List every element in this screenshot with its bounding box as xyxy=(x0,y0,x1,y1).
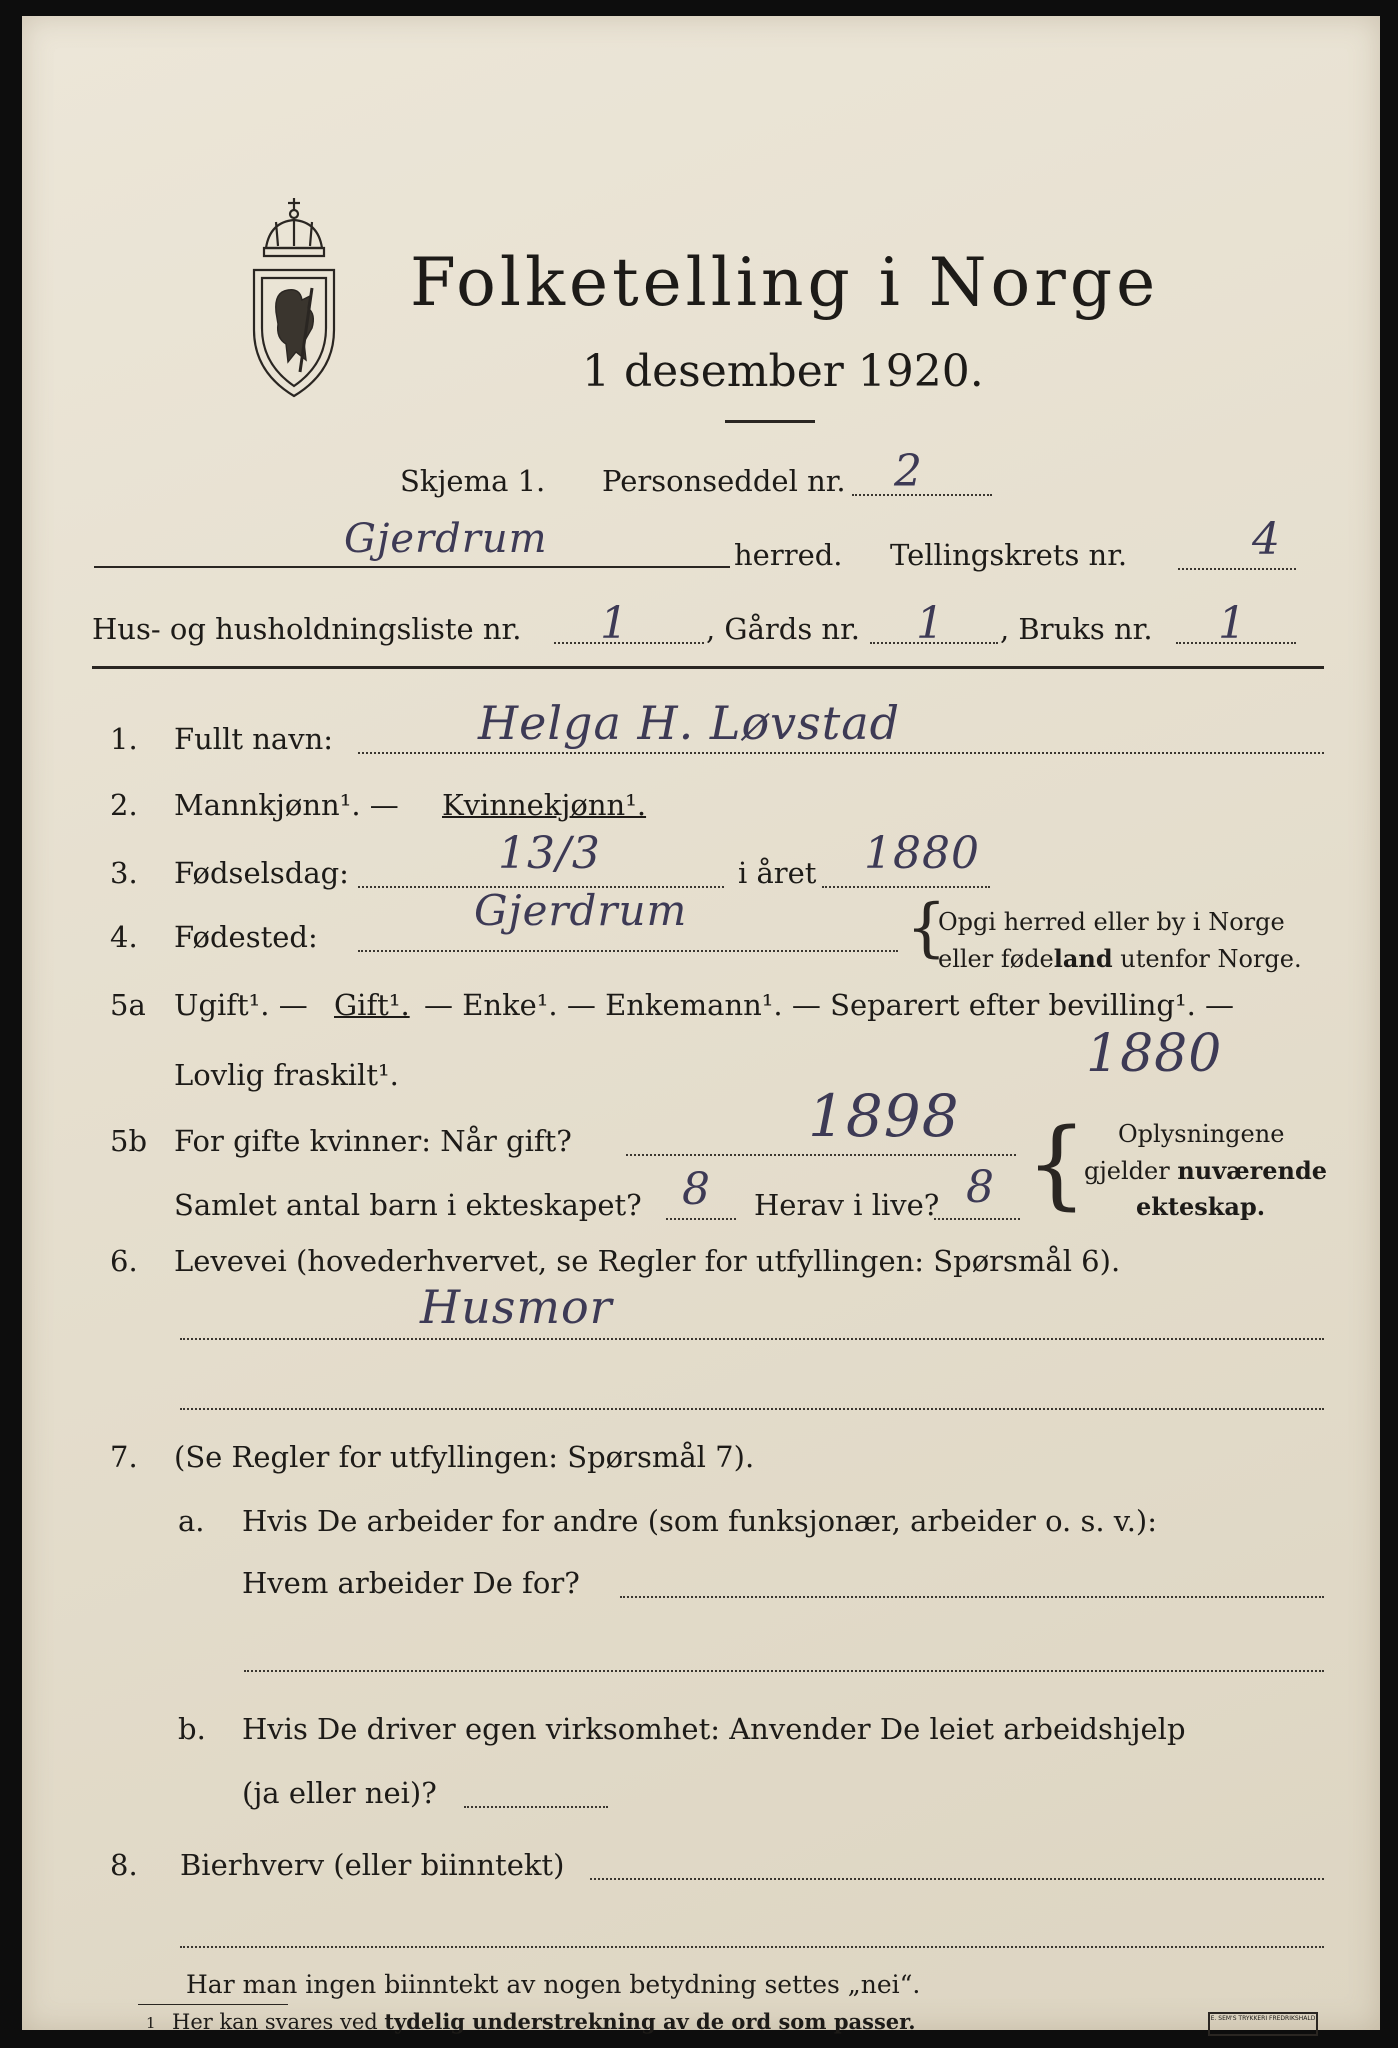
q8-field-line1[interactable] xyxy=(590,1878,1324,1880)
q3-number: 3. xyxy=(110,856,138,890)
form-title: Folketelling i Norge xyxy=(410,244,1160,321)
q5a-number: 5a xyxy=(110,988,146,1022)
bruks-label: , Bruks nr. xyxy=(1000,612,1153,646)
q5b-note-line3: ekteskap. xyxy=(1136,1192,1266,1221)
q5b-barn-field[interactable] xyxy=(666,1218,736,1220)
q6-field-line1[interactable] xyxy=(180,1338,1324,1340)
coat-of-arms-icon xyxy=(240,192,348,402)
header-rule xyxy=(92,666,1324,669)
q5b-live-field[interactable] xyxy=(934,1218,1020,1220)
q3-year-label: i året xyxy=(738,856,817,890)
q7b-text: Hvis De driver egen virksomhet: Anvender De leiet arbeidshjelp xyxy=(242,1712,1186,1746)
census-date: 1 desember 1920. xyxy=(582,346,984,397)
q4-value: Gjerdrum xyxy=(474,886,688,935)
q5b-live-value: 8 xyxy=(966,1162,995,1213)
q2-male: Mannkjønn¹. — xyxy=(174,788,399,822)
q3-value: 13/3 xyxy=(498,828,601,879)
q7b-letter: b. xyxy=(178,1712,206,1746)
q7-number: 7. xyxy=(110,1440,138,1474)
q5a-margin-year: 1880 xyxy=(1086,1024,1223,1084)
q5a-rest: — Enke¹. — Enkemann¹. — Separert efter bevilling¹. — xyxy=(424,988,1235,1022)
personseddel-label: Personseddel nr. xyxy=(602,464,846,498)
q6-label: Levevei (hovederhvervet, se Regler for utfyllingen: Spørsmål 6). xyxy=(174,1244,1121,1278)
q3-year-value: 1880 xyxy=(864,828,980,879)
q4-note-line2: eller fødeland utenfor Norge. xyxy=(938,944,1302,973)
herred-value: Gjerdrum xyxy=(344,516,548,562)
q8-label: Bierhverv (eller biinntekt) xyxy=(180,1848,565,1882)
q4-note-line1: Opgi herred eller by i Norge xyxy=(938,908,1285,936)
q5b-barn-value: 8 xyxy=(682,1164,711,1215)
tellingskrets-label: Tellingskrets nr. xyxy=(890,538,1128,572)
q4-field[interactable] xyxy=(358,950,898,952)
bruks-value: 1 xyxy=(1218,598,1247,649)
q1-number: 1. xyxy=(110,722,138,756)
q7a-field-line2[interactable] xyxy=(244,1670,1324,1672)
q5b-value: 1898 xyxy=(808,1082,960,1150)
q7-label: (Se Regler for utfyllingen: Spørsmål 7). xyxy=(174,1440,755,1474)
q5b-field[interactable] xyxy=(626,1154,1016,1156)
q2-female: Kvinnekjønn¹. xyxy=(442,788,647,822)
q7a-field-line1[interactable] xyxy=(620,1596,1324,1598)
husliste-value: 1 xyxy=(600,598,629,649)
q5a-lovlig: Lovlig fraskilt¹. xyxy=(174,1058,399,1092)
footer-note: Har man ingen biinntekt av nogen betydning settes „nei“. xyxy=(186,1970,921,1999)
q5b-brace: { xyxy=(1026,1108,1088,1220)
personseddel-value: 2 xyxy=(894,446,923,497)
q5a-gift: Gift¹. xyxy=(334,988,410,1022)
husliste-field[interactable] xyxy=(554,642,704,644)
q1-field[interactable] xyxy=(358,752,1324,754)
tellingskrets-value: 4 xyxy=(1252,514,1281,565)
q5b-label: For gifte kvinner: Når gift? xyxy=(174,1124,572,1158)
q6-number: 6. xyxy=(110,1244,138,1278)
q7a-letter: a. xyxy=(178,1504,205,1538)
q1-value: Helga H. Løvstad xyxy=(478,696,901,750)
gards-label: , Gårds nr. xyxy=(706,612,860,646)
q5b-barn-label: Samlet antal barn i ekteskapet? xyxy=(174,1188,642,1222)
q4-number: 4. xyxy=(110,920,138,954)
q3-label: Fødselsdag: xyxy=(174,856,349,890)
q7a-question: Hvem arbeider De for? xyxy=(242,1566,580,1600)
q4-label: Fødested: xyxy=(174,920,318,954)
q6-field-line2[interactable] xyxy=(180,1408,1324,1410)
q3-year-field[interactable] xyxy=(822,886,990,888)
footnote-rule xyxy=(138,2004,288,2005)
q5b-note-line2: gjelder nuværende xyxy=(1084,1156,1328,1185)
herred-field[interactable] xyxy=(94,566,730,568)
q5b-note-line1: Oplysningene xyxy=(1118,1120,1285,1148)
q4-brace: { xyxy=(906,891,947,965)
title-divider xyxy=(725,420,815,423)
q7b-field[interactable] xyxy=(464,1806,608,1808)
husliste-label: Hus- og husholdningsliste nr. xyxy=(92,612,522,646)
q7b-question: (ja eller nei)? xyxy=(242,1776,437,1810)
q5b-live-label: Herav i live? xyxy=(754,1188,940,1222)
q8-number: 8. xyxy=(110,1848,138,1882)
q5b-number: 5b xyxy=(110,1124,148,1158)
q6-value: Husmor xyxy=(420,1280,613,1334)
footnote-number: 1 xyxy=(146,2014,156,2032)
q8-field-line2[interactable] xyxy=(180,1946,1324,1948)
printer-stamp: E. SEM'S TRYKKERI FREDRIKSHALD xyxy=(1208,2012,1318,2036)
gards-value: 1 xyxy=(916,598,945,649)
q7a-text: Hvis De arbeider for andre (som funksjonær, arbeider o. s. v.): xyxy=(242,1504,1158,1538)
q2-number: 2. xyxy=(110,788,138,822)
tellingskrets-field[interactable] xyxy=(1178,568,1296,570)
q5a-ugift: Ugift¹. — xyxy=(174,988,308,1022)
footnote-text: Her kan svares ved tydelig understrekning av de ord som passer. xyxy=(172,2009,916,2034)
herred-label: herred. xyxy=(734,538,843,572)
q1-label: Fullt navn: xyxy=(174,722,334,756)
skjema-label: Skjema 1. xyxy=(400,464,546,498)
census-form xyxy=(22,16,1380,2034)
